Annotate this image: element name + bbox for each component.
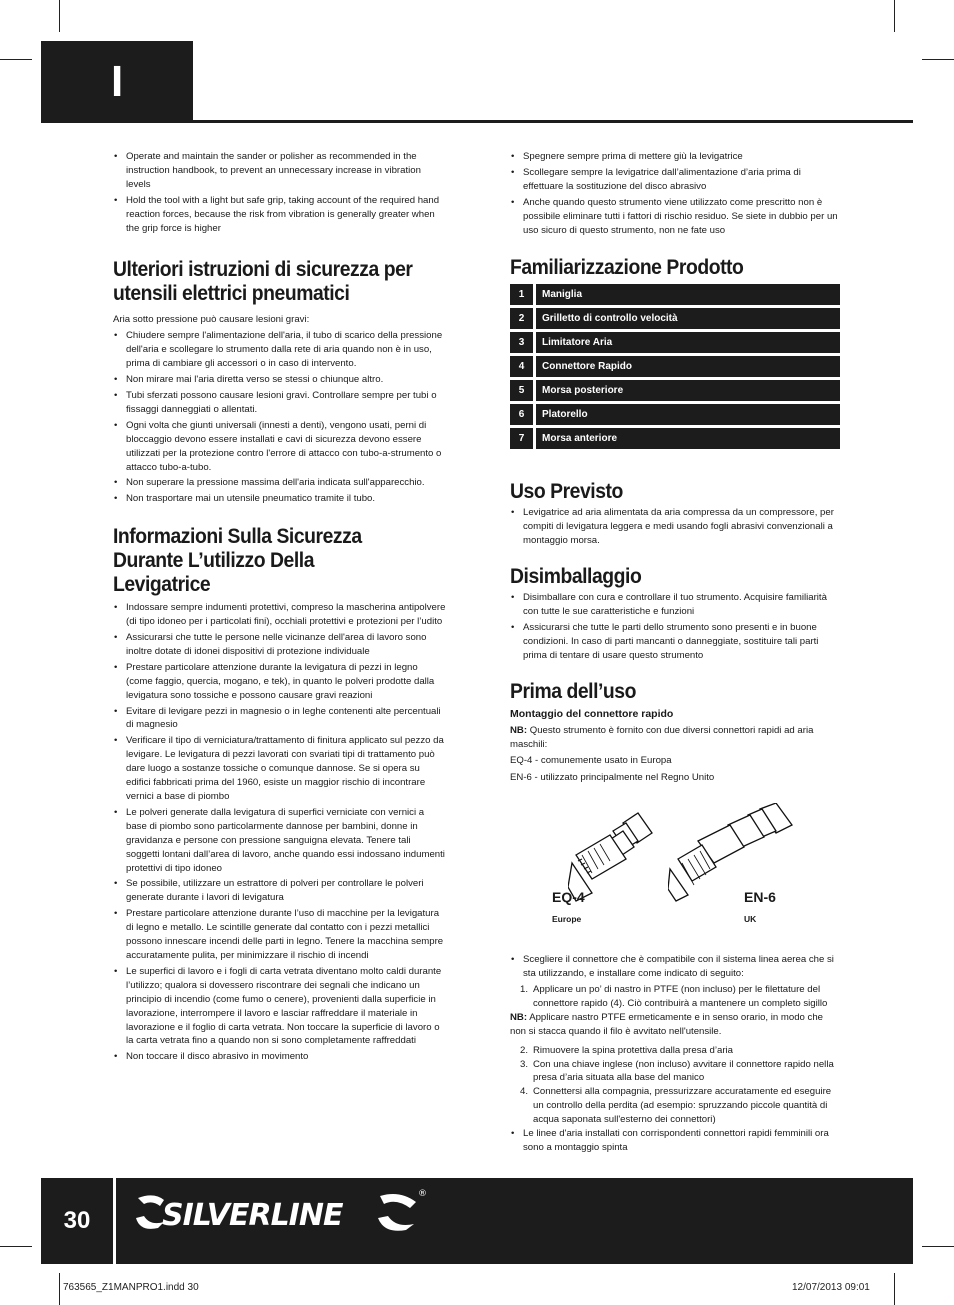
list-item: • Levigatrice ad aria alimentata da aria compressa da un compressore, per compiti di levigatura leggera e medi usando fogli abrasivi convenzionali a montaggio morsa.	[510, 506, 841, 548]
install-steps	[510, 1044, 841, 1127]
step-text: Applicare un po’ di nastro in PTFE (non incluso) per le filettature del connettore rapido (4). Ciò contribuirà a mantenere un completo sigillo	[533, 984, 828, 1009]
list-item: • Se possibile, utilizzare un estrattore di polveri per controllare le polveri generate durante i lavori di levigatura	[113, 877, 446, 905]
left-column	[113, 150, 446, 1066]
crop-mark	[894, 0, 895, 32]
step-item	[510, 1085, 841, 1127]
intro-bullet-list	[113, 150, 446, 235]
list-item: • Assicurarsi che tutte le persone nelle vicinanze dell'area di lavoro sono inoltre dotate di idonei dispositivi di protezione individuale	[113, 631, 446, 659]
section-tab	[41, 41, 193, 123]
crop-mark	[0, 59, 32, 60]
list-item: • Prestare particolare attenzione durante la levigatura di pezzi in legno (come faggio, quercia, mogano, e tek), in quanto le polveri prodotte dalla levigatura sono tossiche e possono causare gravi reazioni	[113, 661, 446, 703]
part-number: 7	[510, 428, 533, 449]
crop-mark	[59, 1273, 60, 1305]
crop-mark	[59, 0, 60, 32]
crop-mark	[922, 1246, 954, 1247]
quick-connector-subtitle: Montaggio del connettore rapido	[510, 707, 674, 720]
crop-mark	[0, 1246, 32, 1247]
list-item: • Chiudere sempre l'alimentazione dell'aria, il tubo di scarico della pressione dell'aria e scollegare lo strumento dalla rete di aria quando non è in uso, prima di cambiare gli accessori o in caso di intervento.	[113, 329, 446, 371]
registered-mark: ®	[418, 1189, 427, 1199]
table-row	[510, 404, 840, 425]
unpack-bullet-list	[510, 591, 841, 663]
list-item: • Scegliere il connettore che è compatibile con il sistema linea aerea che si sta utilizzando, e installare come indicato di seguito:	[510, 953, 841, 981]
part-label: Connettore Rapido	[536, 356, 840, 377]
en6-line: EN-6 - utilizzato principalmente nel Regno Unito	[510, 772, 715, 784]
list-item: • Le linee d'aria installati con corrispondenti connettori rapidi femminili ora sono a montaggio spinta	[510, 1127, 841, 1155]
table-row	[510, 332, 840, 353]
file-info: 763565_Z1MANPRO1.indd 30	[63, 1282, 199, 1293]
part-number: 2	[510, 308, 533, 329]
nb-label: NB:	[510, 724, 528, 736]
step-number: 3.	[520, 1058, 529, 1070]
table-row	[510, 428, 840, 449]
silverline-logo	[134, 1188, 430, 1238]
list-item: • Assicurarsi che tutte le parti dello strumento sono presenti e in buone condizioni. In caso di parti mancanti o danneggiate, sostituire tali parti prima di tentare di usare questo strumento	[510, 621, 841, 663]
list-item: • Anche quando questo strumento viene utilizzato come prescritto non è possibile eliminare tutti i fattori di rischio residuo. Se siete in dubbio per un uso sicuro di questo strumento, non ne fate uso	[510, 196, 841, 238]
part-label: Maniglia	[536, 284, 840, 305]
parts-table	[510, 284, 840, 449]
step-item	[510, 1058, 841, 1086]
eq4-region: Europe	[552, 914, 582, 925]
section-letter: I	[111, 57, 124, 106]
right-column	[510, 150, 841, 1157]
list-item: • Non trasportare mai un utensile pneumatico tramite il tubo.	[113, 492, 446, 506]
table-row	[510, 284, 840, 305]
step-text: Con una chiave inglese (non incluso) avvitare il connettore rapido nella presa d’aria situata alla base del manico	[533, 1058, 834, 1084]
table-row	[510, 356, 840, 377]
step-item	[510, 983, 841, 1011]
section-title-unpacking: Disimballaggio	[510, 564, 642, 589]
nb2-text: Applicare nastro PTFE ermeticamente e in senso orario, in modo che non si stacca quando il filo è avvitato nell'utensile.	[510, 1011, 824, 1037]
nb2-paragraph	[510, 1011, 841, 1039]
list-item: • Non toccare il disco abrasivo in movimento	[113, 1050, 446, 1064]
logo-wordmark: SILVERLINE	[162, 1198, 343, 1233]
date-info: 12/07/2013 09:01	[792, 1282, 870, 1293]
part-number: 6	[510, 404, 533, 425]
part-label: Morsa anteriore	[536, 428, 840, 449]
en6-label: EN-6	[744, 889, 776, 906]
part-number: 4	[510, 356, 533, 377]
part-number: 3	[510, 332, 533, 353]
list-item: • Non mirare mai l'aria diretta verso se stessi o chiunque altro.	[113, 373, 446, 387]
eq4-label: EQ-4	[552, 889, 585, 906]
list-item: • Evitare di levigare pezzi in magnesio o in leghe contenenti alte percentuali di magnesio	[113, 705, 446, 733]
section-title-intended-use: Uso Previsto	[510, 479, 623, 504]
install-bullet-list	[510, 953, 841, 981]
nb-text: Questo strumento è fornito con due diversi connettori rapidi ad aria maschili:	[510, 724, 814, 750]
list-item: • Ogni volta che giunti universali (innesti a denti), vengono usati, perni di bloccaggio devono essere installati e cavi di sicurezza devono essere utilizzati per la protezione contro l'errore di attacco con tubo-a-strumento o attacco tubo-a-tubo.	[113, 419, 446, 475]
push-fit-bullet-list	[510, 1127, 841, 1155]
nb2-label: NB:	[510, 1011, 528, 1023]
list-item: • Operate and maintain the sander or polisher as recommended in the instruction handbook, to prevent an unnecessary increase in vibration levels	[113, 150, 446, 192]
en6-connector-image	[668, 803, 798, 906]
step-number: 2.	[520, 1044, 529, 1056]
step-number: 4.	[520, 1086, 529, 1098]
part-label: Platorello	[536, 404, 840, 425]
crop-mark	[922, 59, 954, 60]
eq4-line: EQ-4 - comunemente usato in Europa	[510, 755, 672, 767]
step-item	[510, 1044, 841, 1058]
list-item: • Verificare il tipo di verniciatura/trattamento di finitura applicato sul pezzo da levigare. Le levigatura di pezzi lavorati con svariati tipi di trattamento può dare luogo a sostanze tossiche o comunque dannose. Se si opera su edifici fabbricati prima del 1960, esiste un maggior rischio di incontrare vernici a base di piombo	[113, 734, 446, 804]
en6-region: UK	[744, 914, 757, 925]
list-item: • Non superare la pressione massima dell'aria indicata sull'apparecchio.	[113, 476, 446, 490]
connector-figure	[510, 803, 841, 953]
eq4-connector-image	[568, 803, 658, 903]
section-title-before-use: Prima dell’uso	[510, 678, 636, 703]
crop-mark	[894, 1273, 895, 1305]
list-item: • Le polveri generate dalla levigatura di superfici verniciate con vernici a base di piombo sono particolarmente dannose per bambini, donne in gravidanza e persone con pressione sanguigna elevata. Tenere tali soggetti lontani dall’area di lavoro, anche quando essi indossano indumenti protettivi di tipo idoneo	[113, 806, 446, 876]
section-title-familiarization: Familiarizzazione Prodotto	[510, 255, 744, 280]
pneumatic-intro: Aria sotto pressione può causare lesioni gravi:	[113, 314, 310, 326]
table-row	[510, 380, 840, 401]
part-label: Grilletto di controllo velocità	[536, 308, 840, 329]
intro-bullet-list	[510, 150, 841, 237]
list-item: • Scollegare sempre la levigatrice dall’alimentazione d’aria prima di effettuare la sostituzione del disco abrasivo	[510, 166, 841, 194]
step-text: Connettersi alla compagnia, pressurizzare accuratamente ed eseguire un controllo della perdita (ad esempio: spruzzando piccole quantità di acqua saponata sull'esterno dei connettori)	[533, 1086, 832, 1126]
sander-bullet-list	[113, 601, 446, 1064]
section-title-pneumatic: Ulteriori istruzioni di sicurezza per utensili elettrici pneumatici	[113, 257, 413, 306]
list-item: • Hold the tool with a light but safe grip, taking account of the required hand reaction forces, because the risk from vibration is generally greater when the grip force is higher	[113, 194, 446, 236]
list-item: • Le superfici di lavoro e i fogli di carta vetrata diventano molto caldi durante l’utilizzo; qualora si dovessero riscontrare dei segnali che indicano un principio di incendio (come fumo o cenere), provenienti dalla superficie in lavorazione, interrompere il lavoro e lasciar raffreddare il materiale in lavorazione e il foglio di carta vetrata. Non toccare la superficie di lavoro o la carta vetrata fino a quando non si sono completamente raffreddati	[113, 965, 446, 1048]
use-bullet-list	[510, 506, 841, 548]
page-number: 30	[63, 1207, 91, 1234]
nb-paragraph	[510, 724, 841, 752]
list-item: • Prestare particolare attenzione durante l’uso di macchine per la levigatura di legno e metallo. Le scintille generate dal contatto con i pezzi metallici possono innescare incendi delle parti in legno. Tenere la macchina sempre accuratamente pulita, per minimizzare il rischio di incendi	[113, 907, 446, 963]
step-text: Rimuovere la spina protettiva dalla presa d’aria	[533, 1044, 733, 1056]
part-label: Limitatore Aria	[536, 332, 840, 353]
part-number: 5	[510, 380, 533, 401]
part-number: 1	[510, 284, 533, 305]
list-item: • Disimballare con cura e controllare il tuo strumento. Acquisire familiarità con tutte le sue caratteristiche e funzioni	[510, 591, 841, 619]
header-rule	[193, 120, 913, 123]
list-item: • Indossare sempre indumenti protettivi, compreso la mascherina antipolvere (di tipo idoneo per i particolati fini), occhiali protettivi e protezioni per l’udito	[113, 601, 446, 629]
install-steps	[510, 983, 841, 1011]
section-title-sander-safety: Informazioni Sulla Sicurezza Durante L’utilizzo Della Levigatrice	[113, 524, 362, 597]
list-item: • Tubi sferzati possono causare lesioni gravi. Controllare sempre per tubi o fissaggi danneggiati o allentati.	[113, 389, 446, 417]
table-row	[510, 308, 840, 329]
step-number: 1.	[520, 984, 529, 996]
list-item: • Spegnere sempre prima di mettere giù la levigatrice	[510, 150, 841, 164]
part-label: Morsa posteriore	[536, 380, 840, 401]
footer-divider	[113, 1178, 116, 1264]
pneumatic-bullet-list	[113, 329, 446, 506]
